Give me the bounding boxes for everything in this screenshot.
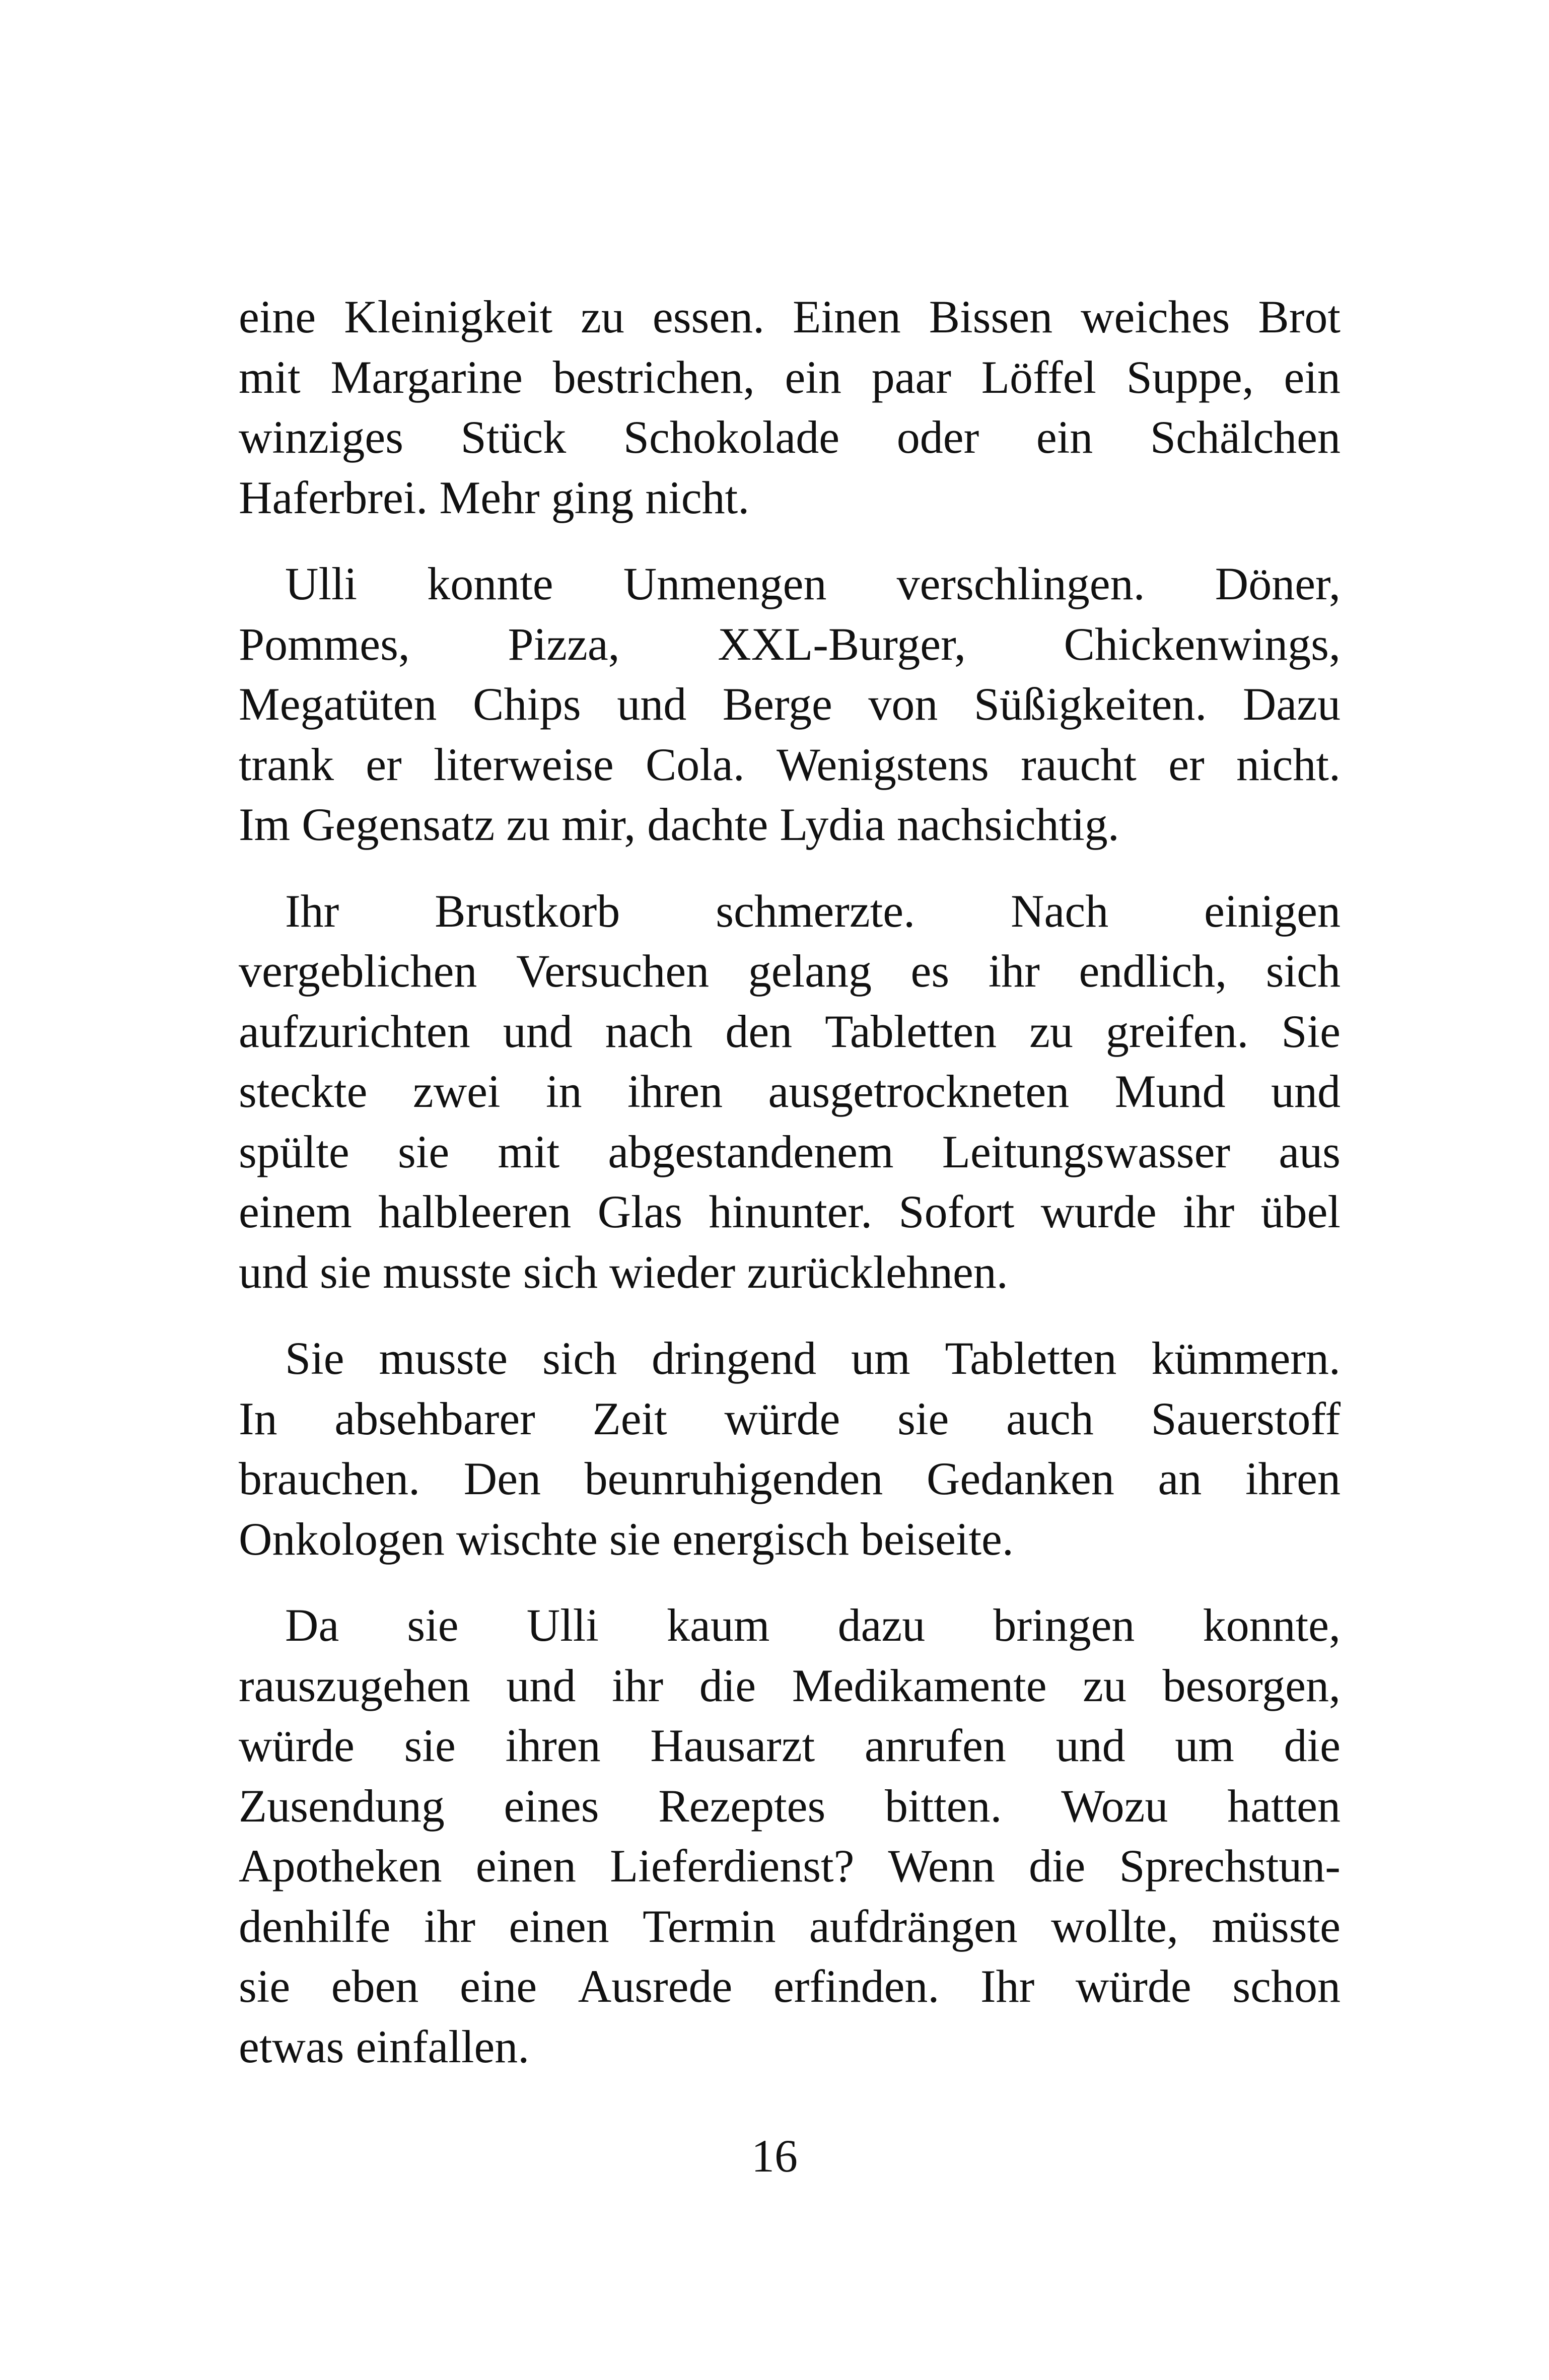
text-line [239,407,1341,468]
paragraph-5 [239,1595,1341,2077]
text-line [239,1716,1341,1776]
word: einen [509,1900,609,1952]
word: einigen [1204,885,1341,937]
word: mit [239,351,301,403]
word: Schokolade [623,411,840,463]
word: eines [504,1780,599,1832]
word: Da [285,1599,339,1651]
word: würde [239,1720,355,1771]
word: Mund [1114,1066,1226,1117]
word: oder [896,411,979,463]
word: wollte, [1051,1900,1179,1952]
word: er [1168,738,1205,790]
word: weiches [1081,291,1230,342]
word: schmerzte. [716,885,916,937]
word: Bissen [929,291,1053,342]
word: halbleeren [378,1186,572,1237]
word: In [239,1392,277,1444]
word: zwei [412,1066,501,1117]
word: winziges [239,411,404,463]
word: absehbarer [334,1392,535,1444]
word: Sauerstoff [1151,1392,1341,1444]
word: einem [239,1186,352,1237]
word: Löffel [981,351,1096,403]
text-line [239,881,1341,942]
word: Ihr [285,885,339,937]
word: Megatüten [239,678,437,730]
word: Wozu [1061,1780,1168,1832]
text-line: Im Gegensatz zu mir, dachte Lydia nachsichtig. [239,799,1119,850]
word: eben [331,1961,419,2012]
word: greifen. [1105,1005,1249,1057]
text-line [239,1002,1341,1062]
word: mit [498,1126,560,1177]
word: konnte [427,558,553,609]
word: vergeblichen [239,945,477,997]
word: besorgen, [1162,1659,1341,1711]
word: er [366,738,402,790]
word: ihr [1183,1186,1235,1237]
word: Ulli [526,1599,599,1651]
word: dringend [652,1333,817,1384]
paragraph-3 [239,881,1341,1303]
word: Berge [722,678,832,730]
text-line [239,554,1341,614]
word: ihr [424,1900,476,1952]
text-line [239,1595,1341,1656]
word: es [910,945,950,997]
word: sie [239,1961,291,2012]
word: Wenn [888,1840,995,1892]
word: und [617,678,687,730]
word: würde [1075,1961,1191,2012]
word: Hausarzt [650,1720,815,1771]
paragraph-1 [239,287,1341,528]
paragraph-4 [239,1328,1341,1569]
word: Döner, [1215,558,1341,609]
word: und [1055,1720,1125,1771]
word: Leitungswasser [942,1126,1231,1177]
text-line [239,941,1341,1002]
text-line [239,1182,1341,1242]
text-line [239,1062,1341,1122]
word: Gedanken [926,1453,1114,1504]
word: Kleinigkeit [344,291,553,342]
word: sie [404,1720,456,1771]
paragraph-2 [239,554,1341,855]
text-line [239,1122,1341,1182]
word: brauchen. [239,1453,420,1504]
word: auch [1006,1392,1094,1444]
word: hatten [1227,1780,1341,1832]
word: konnte, [1203,1599,1341,1651]
word: Zeit [592,1392,667,1444]
word: bestrichen, [552,351,755,403]
text-line [239,1776,1341,1837]
word: schon [1232,1961,1341,2012]
word: rauszugehen [239,1659,470,1711]
word: Chips [472,678,581,730]
word: übel [1260,1186,1341,1237]
word: XXL-Burger, [718,618,966,670]
text-line [239,1389,1341,1449]
word: nicht. [1236,738,1341,790]
word: die [1284,1720,1341,1771]
word: Nach [1011,885,1109,937]
word: Cola. [645,738,745,790]
word: einen [475,1840,577,1892]
word: Dazu [1242,678,1341,730]
word: Termin [643,1900,776,1952]
word: ihren [1245,1453,1341,1504]
word: ihr [988,945,1040,997]
word: eine [239,291,316,342]
word: Suppe, [1126,351,1254,403]
word: trank [239,738,334,790]
word: bringen [993,1599,1135,1651]
word: dazu [837,1599,926,1651]
word: zu [581,291,624,342]
word: Glas [597,1186,683,1237]
word: Medikamente [792,1659,1047,1711]
word: ihren [505,1720,601,1771]
word: Stück [460,411,567,463]
word: Sie [1281,1005,1341,1057]
word: Chickenwings, [1064,618,1341,670]
word: Brustkorb [435,885,620,937]
word: Rezeptes [658,1780,826,1832]
word: Pizza, [508,618,620,670]
word: von [868,678,938,730]
word: wurde [1040,1186,1157,1237]
word: Den [463,1453,541,1504]
word: Sie [285,1333,344,1384]
word: ihr [611,1659,664,1711]
word: und [503,1005,573,1057]
word: ein [785,351,841,403]
text-line [239,1449,1341,1509]
word: in [546,1066,582,1117]
word: endlich, [1079,945,1227,997]
word: Apotheken [239,1840,442,1892]
word: sich [542,1333,617,1384]
text-line [239,735,1341,795]
word: Sofort [898,1186,1015,1237]
word: sie [398,1126,450,1177]
word: paar [871,351,952,403]
word: essen. [652,291,765,342]
body-text [239,287,1341,2103]
text-line [239,1836,1341,1897]
word: Brot [1258,291,1341,342]
word: denhilfe [239,1900,391,1952]
word: erfinden. [773,1961,940,2012]
word: steckte [239,1066,368,1117]
word: und [506,1659,576,1711]
word: und [1271,1066,1341,1117]
word: Ulli [285,558,358,609]
word: Lieferdienst? [610,1840,855,1892]
word: sie [897,1392,949,1444]
text-line [239,1328,1341,1389]
word: aus [1279,1126,1341,1177]
word: ein [1284,351,1341,403]
word: Versuchen [516,945,710,997]
text-line [239,287,1341,347]
word: Einen [793,291,901,342]
word: nach [605,1005,693,1057]
word: Wenigstens [776,738,989,790]
word: würde [724,1392,840,1444]
word: spülte [239,1126,349,1177]
word: Ausrede [578,1961,733,2012]
word: zu [1029,1005,1073,1057]
word: gelang [748,945,872,997]
word: bitten. [885,1780,1002,1832]
word: die [699,1659,756,1711]
word: Süßigkeiten. [973,678,1207,730]
text-line: etwas einfallen. [239,2020,530,2072]
word: müsste [1212,1900,1341,1952]
word: raucht [1021,738,1137,790]
word: hinunter. [709,1186,873,1237]
word: sie [407,1599,459,1651]
word: ausgetrockneten [768,1066,1070,1117]
word: verschlingen. [896,558,1145,609]
word: Unmengen [623,558,827,609]
text-line [239,1656,1341,1716]
word: an [1158,1453,1202,1504]
word: aufdrängen [809,1900,1018,1952]
word: Schälchen [1150,411,1341,463]
word: die [1028,1840,1086,1892]
word: Zusendung [239,1780,445,1832]
word: Tabletten [945,1333,1117,1384]
word: literweise [434,738,614,790]
word: ihren [627,1066,723,1117]
word: Tabletten [825,1005,997,1057]
text-line [239,614,1341,675]
page-number: 16 [751,2130,798,2182]
word: zu [1083,1659,1126,1711]
word: um [1175,1720,1234,1771]
text-line [239,674,1341,735]
word: kaum [667,1599,770,1651]
text-line: und sie musste sich wieder zurücklehnen. [239,1246,1008,1298]
word: Ihr [980,1961,1035,2012]
word: anrufen [864,1720,1006,1771]
text-line: Onkologen wischte sie energisch beiseite. [239,1513,1014,1565]
word: sich [1265,945,1341,997]
text-line: Haferbrei. Mehr ging nicht. [239,471,750,523]
text-line [239,1897,1341,1957]
word: Sprechstun- [1119,1840,1341,1892]
word: kümmern. [1151,1333,1341,1384]
word: Pommes, [239,618,410,670]
text-line [239,347,1341,408]
word: musste [379,1333,508,1384]
text-line [239,1956,1341,2017]
word: Margarine [330,351,523,403]
word: ein [1036,411,1093,463]
word: um [851,1333,910,1384]
word: eine [460,1961,537,2012]
word: beunruhigenden [584,1453,883,1504]
word: den [725,1005,793,1057]
word: abgestandenem [608,1126,894,1177]
word: aufzurichten [239,1005,470,1057]
